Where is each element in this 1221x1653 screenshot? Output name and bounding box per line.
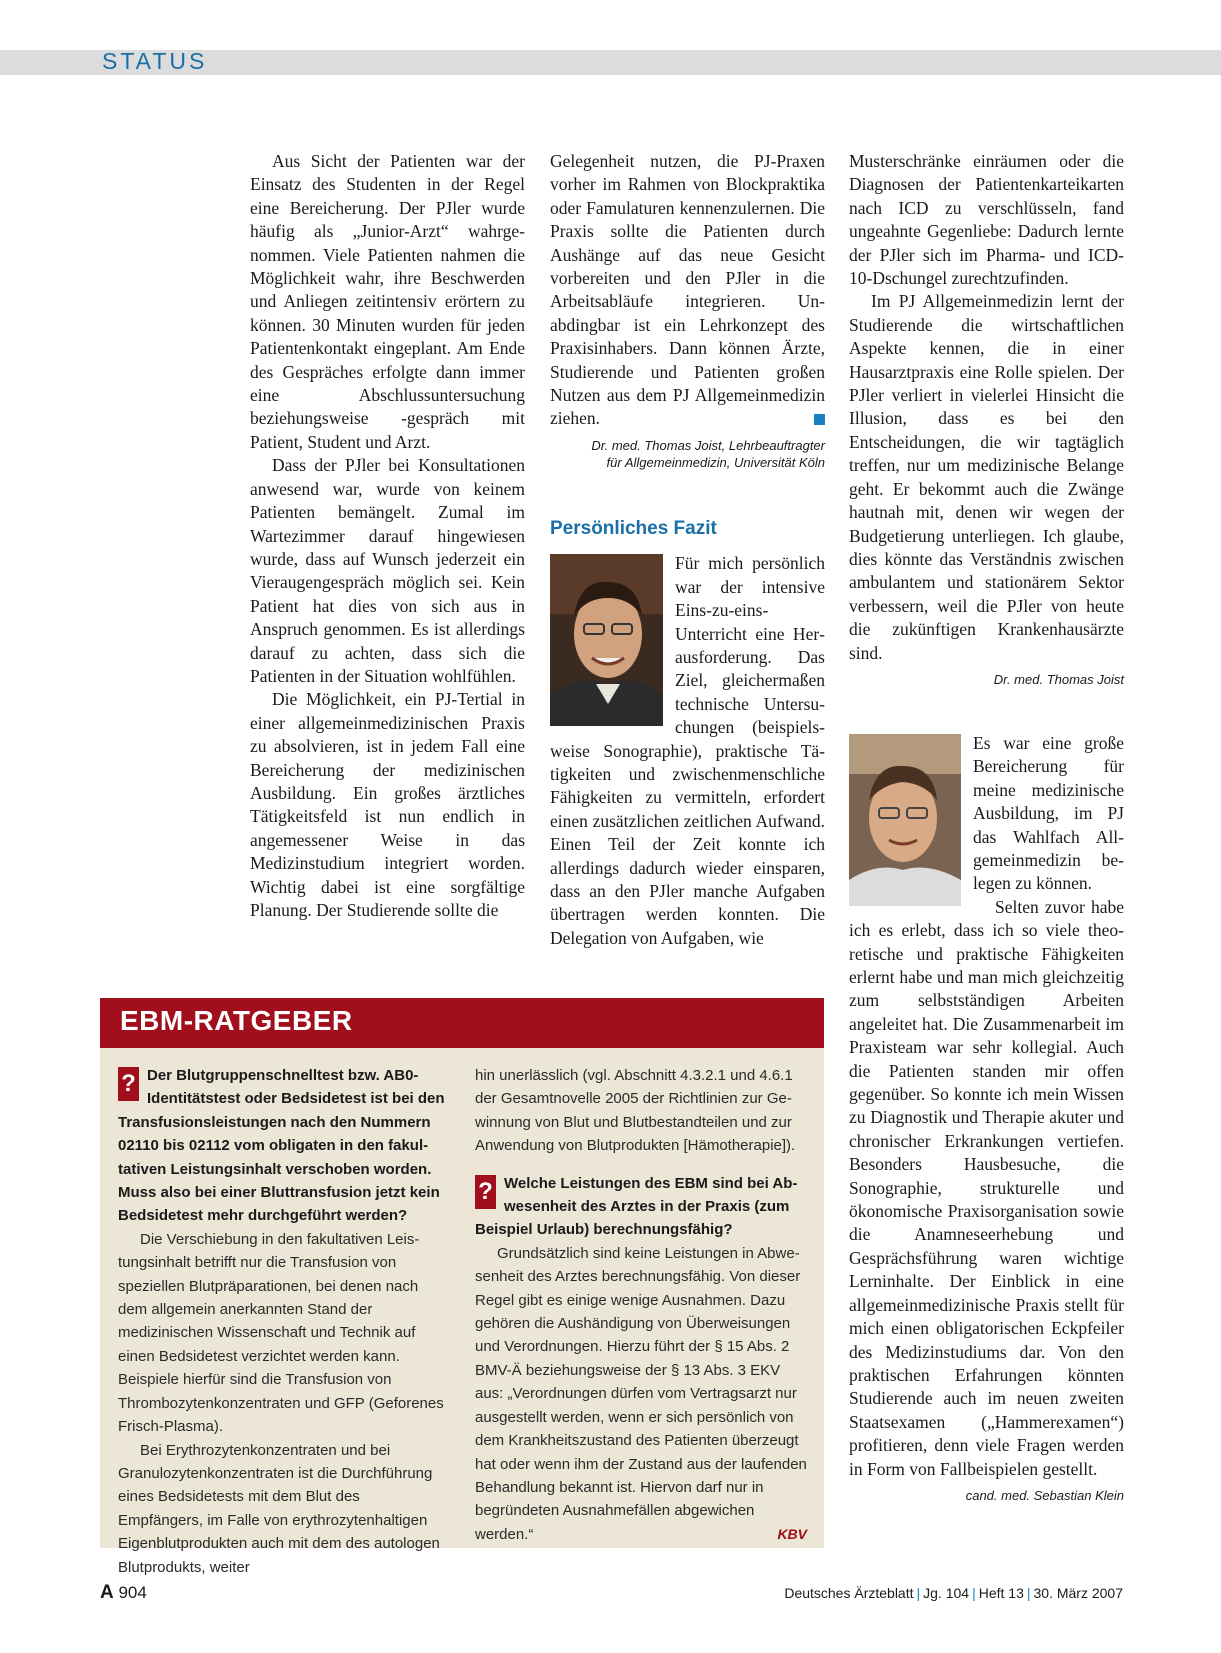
question-text: Welche Leistungen des EBM sind bei Abwesenheit des Arztes in der Praxis (zum Beispiel Urlaub) berechnungsfähig? bbox=[475, 1174, 798, 1239]
ebm-answer bbox=[475, 1242, 807, 1546]
ebm-answer: Bei Erythrozytenkonzentraten und bei Granulozytenkonzentraten ist die Durchführung eines Bedsidetests mit dem Blut des Empfängers, im Falle von erythrozytenhaltigen Eigenblutprodukten auch mit dem des autologen Blutprodukts, weiter bbox=[118, 1441, 440, 1576]
paragraph: Selten zuvor habe ich es erlebt, dass ich so viele theoretische und praktische Fähigkeiten erlernt habe und man mich gleichzeitig zum selbstständigen Arbeiten angeleitet hat. Die Zusammenarbeit im Praxisteam war sehr kollegial. Auch die Patienten standen mir offen gegenüber. So konnte ich mein Wissen zu Diagnostik und Therapie akuter und chronischer Erkrankungen vertiefen. Besonders Hausbesuche, die Sonographie, strukturelle und ökonomische Praxisorganisation sowie die Anamneseerhebung und Gesprächsführung waren wichtige Lerninhalte. Der Einblick in eine allgemeinmedizinische Praxis stellt für mich einen obligatorischen Eckpfeiler des Medizinstudiums dar. Von den praktischen Erfahrungen könnten Studierende auch im neuen zweiten Staatsexamen („Hammerexamen“) profitieren, denn viele Fragen werden in Form von Fallbeispielen gestellt. bbox=[849, 896, 1124, 1479]
separator: | bbox=[916, 1585, 921, 1601]
question-mark-icon: ? bbox=[118, 1067, 139, 1101]
paragraph: Es war eine große Bereicherung für meine medizinische Ausbildung, im PJ das Wahlfach Allgemeinmedizin belegen zu können. bbox=[973, 732, 1124, 894]
ebm-answer: hin unerlässlich (vgl. Abschnitt 4.3.2.1 und 4.6.1 der Gesamtnovelle 2005 der Richtlinien zur Gewinnung von Blut und Blutbestandteilen und zur Anwendung von Blutprodukten [Hämotherapie]). bbox=[475, 1067, 796, 1155]
journal-issue: Heft 13 bbox=[978, 1585, 1024, 1601]
paragraph: Aus Sicht der Patienten war der Einsatz des Studenten in der Regel eine Bereicherung. Der PJler wurde häufig als „Junior-Arzt“ wahrgenommen. Viele Patienten nahmen die Möglichkeit wahr, ihre Beschwerden und Anliegen zeitintensiv erörtern zu können. 30 Minuten wurden für jeden Patientenkontakt eingeplant. Am Ende des Gespräches erfolgte dann immer eine Abschlussuntersuchung beziehungsweise -gespräch mit Patient, Student und Arzt. bbox=[250, 151, 525, 452]
paragraph: Dass der PJler bei Konsultationen anwesend war, wurde von keinem Patienten bemängelt. Zumal im Wartezimmer darauf hingewiesen wurde, dass auf Wunsch jederzeit ein Vieraugengespräch möglich sei. Kein Patient hat dies von sich aus in Anspruch genommen. Es ist allerdings darauf zu achten, dass sich die Patienten in der Situation wohlfühlen. bbox=[250, 455, 525, 686]
paragraph: Die Möglichkeit, ein PJ-Tertial in einer allgemeinmedizinischen Praxis zu absolvieren, ist in jedem Fall eine Bereicherung der medizinischen Ausbildung. Ein großes ärztliches Tätigkeitsfeld ist nun endlich in angemessener Weise in das Medizinstudium integriert worden. Wichtig dabei ist eine sorgfältige Planung. Der Studierende sollte die bbox=[250, 689, 525, 920]
separator: | bbox=[972, 1585, 976, 1601]
article-column-2 bbox=[550, 150, 825, 950]
article-column-1 bbox=[250, 150, 525, 922]
author-photo-klein bbox=[849, 734, 961, 906]
page-prefix: A bbox=[100, 1582, 114, 1603]
end-mark-icon bbox=[814, 414, 825, 425]
spacer bbox=[475, 1158, 807, 1172]
ebm-signature: KBV bbox=[777, 1525, 807, 1542]
answer-text: Grundsätzlich sind keine Leistungen in Abwesenheit des Arztes berechnungsfähig. Von dieser Regel gibt es einige wenige Ausnahmen. Dazu gehören die Aushändigung von Überweisungen und Verordnungen. Hierzu führt der § 15 Abs. 2 BMV-Ä beziehungsweise der § 13 Abs. 3 EKV aus: „Verordnungen dürfen vom Vertragsarzt nur ausgestellt werden, wenn er sich persönlich von dem Krankheitszustand des Patienten überzeugt hat oder wenn ihm der Zustand aus der laufenden Behandlung bekannt ist. Hiervon darf nur in begründeten Ausnahmefällen abgewichen werden.“ bbox=[475, 1244, 807, 1543]
ebm-question bbox=[118, 1064, 448, 1228]
question-text: Der Blutgruppenschnelltest bzw. AB0-Identitätstest oder Bedsidetest ist bei den Transfusionsleistungen nach den Nummern 02110 bis 02112 vom obligaten in den fakultativen Leistungsinhalt verschoben worden. Muss also bei einer Bluttransfusion jetzt kein Bedsidetest mehr durchgeführt werden? bbox=[118, 1067, 445, 1225]
separator: | bbox=[1026, 1585, 1031, 1601]
ebm-question bbox=[475, 1172, 807, 1242]
question-mark-icon: ? bbox=[475, 1175, 496, 1209]
journal-name: Deutsches Ärzteblatt bbox=[784, 1585, 914, 1601]
journal-info bbox=[784, 1585, 1123, 1601]
author-credit bbox=[550, 437, 825, 471]
author-credit: cand. med. Sebastian Klein bbox=[965, 1487, 1124, 1503]
ebm-title: EBM-RATGEBER bbox=[120, 1005, 353, 1036]
author-line: Dr. med. Thomas Joist, Lehrbeauftragter bbox=[591, 437, 825, 453]
author-line: für Allgemeinmedizin, Universität Köln bbox=[606, 454, 825, 470]
paragraph: Für mich persönlich war der intensive Eins-zu-eins-Unterricht eine Herausforderung. Das Ziel, gleichermaßen technische Untersuchungen (beispielsweise Sonographie), praktische Tätigkeiten und zwischenmenschliche Fähigkeiten zu vermitteln, erfordert einen zusätzlichen zeitlichen Aufwand. Einen Teil der Zeit konnte ich allerdings dadurch wieder einsparen, dass an den PJler manche Aufgaben übertragen werden konnten. Die Delegation von Aufgaben, wie bbox=[550, 553, 825, 948]
author-photo-joist bbox=[550, 554, 663, 726]
author-credit: Dr. med. Thomas Joist bbox=[993, 671, 1124, 687]
paragraph: Musterschränke einräumen oder die Diagnosen der Patientenkarteikarten nach ICD zu verschlüsseln, fand ungeahnte Gegenliebe: Dadurch lernte der PJler sich im Pharma- und ICD-10-Dschungel zurechtzufinden. bbox=[849, 151, 1124, 289]
paragraph bbox=[550, 150, 825, 431]
section-subheading: Persönliches Fazit bbox=[550, 517, 717, 539]
journal-volume: Jg. 104 bbox=[923, 1585, 970, 1601]
ebm-column-2 bbox=[475, 1064, 807, 1546]
article-column-3 bbox=[849, 150, 1124, 1504]
page-number-value: 904 bbox=[118, 1583, 147, 1602]
section-label: STATUS bbox=[102, 48, 208, 74]
paragraph-text: Gelegenheit nutzen, die PJ-Praxen vorher im Rahmen von Blockpraktika oder Famulaturen kennenzulernen. Die Praxis sollte die Patienten durch Aushänge auf das neue Gesicht vorbereiten und den PJler in die Arbeitsabläufe integrieren. Unabdingbar ist ein Lehrkonzept des Praxisinhabers. Dann können Ärzte, Studierende und Patienten großen Nutzen aus dem PJ Allgemeinmedizin ziehen. bbox=[550, 151, 825, 429]
paragraph: Im PJ Allgemeinmedizin lernt der Studierende die wirtschaftlichen Aspekte kennen, die in einer Hausarztpraxis eine Rolle spielen. Der PJler verliert in vielerlei Hinsicht die Illusion, dass es bei den Entscheidungen, die wir tagtäglich treffen, nur um medizinische Belange geht. Er bekommt auch die Zwänge hautnah mit, denen wir wegen der Budgetierung unterliegen. Ich glaube, dies könnte das Verständnis zwischen ambulantem und stationärem Sektor verbessern, weil die PJler von heute die zukünftigen Krankenhausärzte sind. bbox=[849, 291, 1124, 663]
page-number bbox=[100, 1582, 147, 1604]
spacer bbox=[849, 688, 1124, 732]
journal-date: 30. März 2007 bbox=[1033, 1585, 1123, 1601]
ebm-answer: Die Verschiebung in den fakultativen Leistungsinhalt betrifft nur die Transfusion von speziellen Blutpräparationen, bei denen nach dem allgemein anerkannten Stand der medizinischen Wissenschaft und Technik auf einen Bedsidetest verzichtet werden kann. Beispiele hierfür sind die Transfusion von Thrombozytenkonzentraten und GFP (Geforenes Frisch-Plasma). bbox=[118, 1230, 444, 1436]
ebm-column-1 bbox=[118, 1064, 448, 1579]
